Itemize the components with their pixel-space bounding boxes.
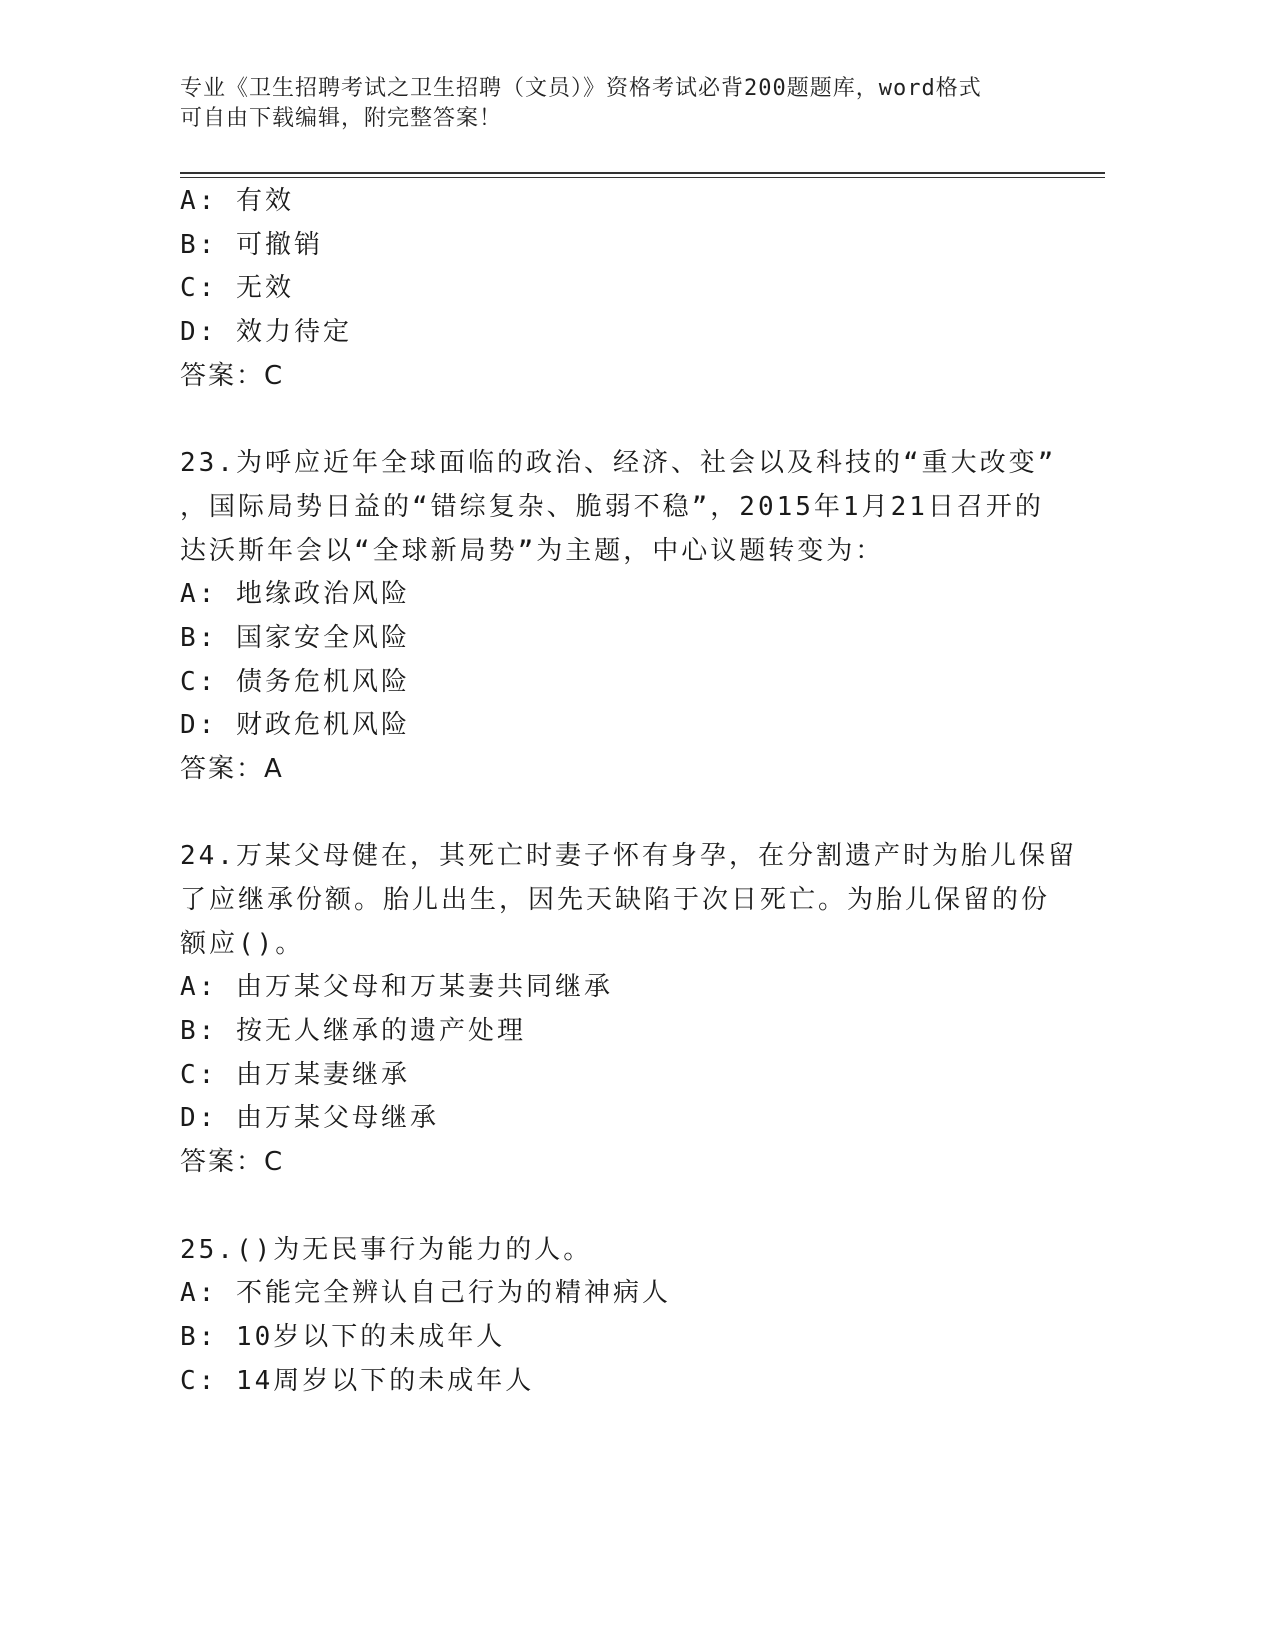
header-divider-thin <box>180 177 1105 178</box>
option-text: 由万某父母和万某妻共同继承 <box>235 972 613 1003</box>
option-text: 债务危机风险 <box>235 666 410 697</box>
option-c <box>180 661 1050 705</box>
header-line-2: 可自由下载编辑，附完整答案！ <box>180 106 503 131</box>
question-25 <box>180 1229 1050 1404</box>
question-text-line: ，国际局势日益的“错综复杂、脆弱不稳”，2015年1月21日召开的 <box>180 491 1044 522</box>
header-line-1: 专业《卫生招聘考试之卫生招聘（文员）》资格考试必背200题题库，word格式 <box>180 76 982 101</box>
question-text-line: 25.()为无民事行为能力的人。 <box>180 1234 593 1265</box>
spacer <box>180 1185 1050 1229</box>
option-text: 地缘政治风险 <box>235 579 410 610</box>
option-text: 10岁以下的未成年人 <box>235 1321 506 1352</box>
answer-line: 答案：C <box>180 360 285 391</box>
option-label: C: <box>180 1365 218 1396</box>
question-text-line: 达沃斯年会以“全球新局势”为主题，中心议题转变为： <box>180 535 885 566</box>
option-text: 由万某妻继承 <box>235 1059 410 1090</box>
option-text: 不能完全辨认自己行为的精神病人 <box>235 1278 671 1309</box>
option-a <box>180 1272 1050 1316</box>
question-text-line: 23.为呼应近年全球面临的政治、经济、社会以及科技的“重大改变” <box>180 448 1057 479</box>
option-text: 由万某父母继承 <box>235 1103 439 1134</box>
option-label: A: <box>180 1278 218 1309</box>
option-label: B: <box>180 1016 218 1047</box>
option-label: A: <box>180 186 218 216</box>
option-b <box>180 1010 1050 1054</box>
option-label: B: <box>180 1321 218 1352</box>
option-a <box>180 573 1050 617</box>
option-label: C: <box>180 273 218 304</box>
header-divider-thick <box>180 172 1105 174</box>
spacer <box>180 792 1050 836</box>
spacer <box>180 398 1050 442</box>
option-text: 可撤销 <box>235 229 323 260</box>
option-b <box>180 224 1050 268</box>
question-text-line: 额应()。 <box>180 928 305 959</box>
option-text: 有效 <box>235 186 294 216</box>
question-22-continued <box>180 180 1050 398</box>
option-d <box>180 311 1050 355</box>
question-23 <box>180 442 1057 792</box>
option-label: D: <box>180 317 218 348</box>
option-text: 按无人继承的遗产处理 <box>235 1016 526 1047</box>
option-b <box>180 617 1050 661</box>
option-label: A: <box>180 579 218 610</box>
option-label: B: <box>180 229 218 260</box>
option-label: D: <box>180 710 218 741</box>
option-c <box>180 1360 1050 1404</box>
option-text: 14周岁以下的未成年人 <box>235 1365 535 1396</box>
option-b <box>180 1316 1050 1360</box>
option-text: 无效 <box>235 273 294 304</box>
option-label: C: <box>180 666 218 697</box>
option-d <box>180 704 1050 748</box>
option-label: A: <box>180 972 218 1003</box>
question-text-line: 了应继承份额。胎儿出生，因先天缺陷于次日死亡。为胎儿保留的份 <box>180 885 1051 915</box>
option-a <box>180 966 1050 1010</box>
answer-line: 答案：A <box>180 753 284 784</box>
option-a <box>180 180 1050 224</box>
option-label: D: <box>180 1103 218 1134</box>
option-c <box>180 1054 1050 1098</box>
option-label: B: <box>180 622 218 653</box>
option-c <box>180 267 1050 311</box>
answer-line: 答案：C <box>180 1147 285 1178</box>
question-list <box>180 180 1077 1403</box>
document-header <box>180 74 1040 134</box>
option-text: 财政危机风险 <box>235 710 410 741</box>
question-24 <box>180 835 1077 1185</box>
question-text-line: 24.万某父母健在，其死亡时妻子怀有身孕，在分割遗产时为胎儿保留 <box>180 841 1077 872</box>
option-text: 国家安全风险 <box>235 622 410 653</box>
option-d <box>180 1097 1050 1141</box>
option-label: C: <box>180 1059 218 1090</box>
option-text: 效力待定 <box>235 317 352 348</box>
